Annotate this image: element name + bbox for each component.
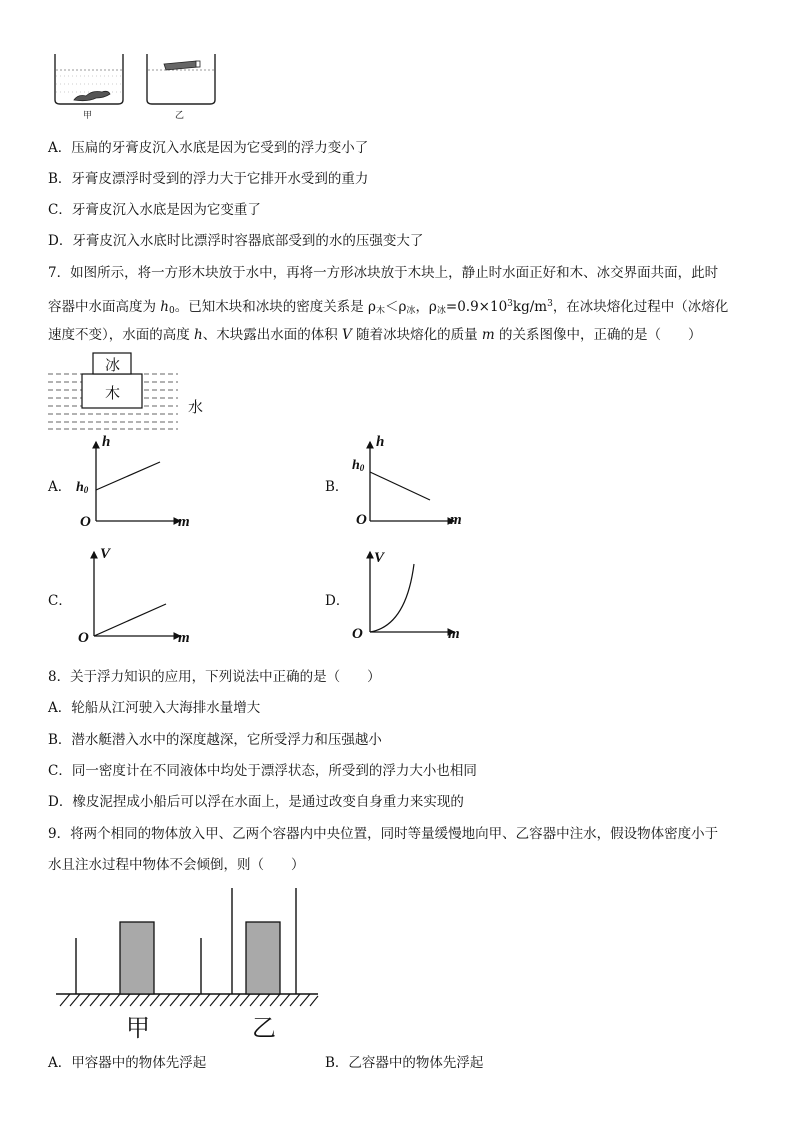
q7-graph-d-label: D． [325,593,350,609]
graph-d-y-label: V [374,550,385,566]
q9-stem-line2: 水且注水过程中物体不会倾倒，则（ ） [48,857,305,873]
object-in-jia [120,922,154,994]
q7-graph-a [72,436,192,536]
graph-b-h0: $h_0$ [352,458,365,473]
q7-stem-line2: 容器中水面高度为 $h_0$。已知木块和冰块的密度关系是 $\rho_木<\rho_冰$，$\rho_冰=0.9\times 10^3kg/m^3$，在冰块熔化过程中（冰熔化 [48,299,729,316]
q9-stem-line1: 9．将两个相同的物体放入甲、乙两个容器内中央位置，同时等量缓慢地向甲、乙容器中注水，假设物体密度小于 [48,826,719,842]
crumpled-toothpaste-tube [74,91,110,100]
container-label-jia: 甲 [126,1014,150,1042]
graph-d-x-label: m [448,626,460,642]
beaker-jia [55,54,123,104]
container-label-yi: 乙 [252,1014,276,1042]
q7-stem-line1: 7．如图所示，将一方形木块放于水中，再将一方形冰块放于木块上，静止时水面正好和木、冰交界面共面，此时 [48,265,719,281]
q8-stem: 8．关于浮力知识的应用，下列说法中正确的是（ ） [48,669,381,685]
q9-option-b: B．乙容器中的物体先浮起 [325,1055,484,1071]
q6-option-c: C．牙膏皮沉入水底是因为它变重了 [48,202,261,218]
graph-a-h0: $h_0$ [76,480,89,495]
q8-option-c: C．同一密度计在不同液体中均处于漂浮状态，所受到的浮力大小也相同 [48,763,477,779]
graph-b-origin: O [356,512,367,528]
q7-graph-b [348,436,468,536]
q8-option-a: A．轮船从江河驶入大海排水量增大 [48,700,261,716]
q7-graph-c [72,548,192,648]
q7-graph-c-label: C． [48,593,72,609]
beaker-label-yi: 乙 [175,111,185,121]
graph-a-x-label: m [178,514,190,530]
graph-c-y-label: V [100,546,111,562]
q7-stem-line3: 速度不变），水面的高度 h、木块露出水面的体积 V 随着冰块熔化的质量 m 的关系图像中，正确的是（ ） [48,327,702,343]
graph-c-x-label: m [178,630,190,646]
q6-beakers-figure [50,52,220,124]
graph-b-y-label: h [376,434,385,450]
water-label: 水 [188,398,204,416]
beaker-yi [147,54,215,104]
q7-graph-b-label: B． [325,479,349,495]
q9-containers-figure [56,886,326,1042]
graph-a-origin: O [80,514,91,530]
q7-graph-d [348,548,468,648]
q7-graph-a-label: A． [48,479,72,495]
q9-option-a: A．甲容器中的物体先浮起 [48,1055,207,1071]
q6-option-d: D．牙膏皮沉入水底时比漂浮时容器底部受到的水的压强变大了 [48,233,424,249]
graph-a-y-label: h [102,434,111,450]
graph-a-line [96,462,160,490]
beaker-label-jia: 甲 [83,111,93,121]
graph-c-line [94,604,166,636]
q8-option-d: D．橡皮泥捏成小船后可以浮在水面上，是通过改变自身重力来实现的 [48,794,464,810]
q6-option-a: A．压扁的牙膏皮沉入水底是因为它受到的浮力变小了 [48,140,369,156]
q8-option-b: B．潜水艇潜入水中的深度越深，它所受浮力和压强越小 [48,732,382,748]
floating-toothpaste-tube [164,61,198,70]
q6-option-b: B．牙膏皮漂浮时受到的浮力大于它排开水受到的重力 [48,171,369,187]
graph-d-origin: O [352,626,363,642]
object-in-yi [246,922,280,994]
graph-b-x-label: m [450,512,462,528]
graph-b-line [370,472,430,500]
graph-d-curve [370,564,414,632]
ice-label: 冰 [105,356,121,374]
wood-label: 木 [105,384,121,402]
graph-c-origin: O [78,630,89,646]
q7-ice-wood-figure [48,352,228,432]
